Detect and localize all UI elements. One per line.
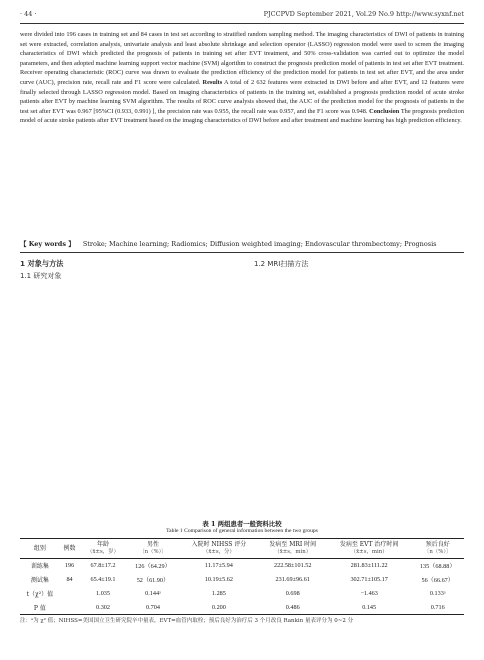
table-cell: 67.8±17.2 [90, 562, 116, 570]
header-unit: 〔n（%）〕 [139, 548, 167, 555]
table-cell: 126（64.29） [135, 563, 171, 571]
header-label: 发病至 MRI 时间 [269, 541, 317, 548]
header-label: 预后良好 [425, 541, 450, 548]
table-header-cell [20, 539, 60, 559]
table-cell: 281.83±111.22 [350, 562, 388, 570]
table-cell: 231.69±96.61 [275, 576, 310, 584]
subsection-heading-mri: 1.2 MRI扫描方法 [254, 260, 309, 268]
body-right-column [254, 258, 464, 271]
table-note: 注：ᵃ为 χ² 值；NIHSS=美国国立卫生研究院卒中量表，EVT=血管内取栓；预后良好为治疗后 3 个月改良 Rankin 量表评分为 0~2 分 [20, 618, 354, 625]
results-label: Results [202, 78, 223, 86]
abstract-conclusion: The prognosis prediction model of acute stroke patients after EVT treatment based on the imaging characteristics of DWI before and after treatment and machine learning has high prediction efficiency. [20, 107, 464, 125]
table-cell: 1.035 [96, 589, 110, 597]
table-cell: −1.463 [360, 589, 378, 597]
table-row [20, 559, 464, 573]
abstract [20, 30, 464, 126]
conclusion-label: Conclusion [369, 107, 400, 115]
header-label: 例数 [63, 544, 76, 552]
keywords-text: Stroke; Machine learning; Radiomics; Diffusion weighted imaging; Endovascular thrombectomy; Prognosis [82, 240, 437, 248]
table-cell: 0.200 [211, 603, 226, 611]
comparison-table [20, 538, 464, 615]
table-header-cell [79, 539, 126, 559]
header-unit: （x̄±s，岁） [87, 548, 119, 555]
table-cell: 11.17±5.94 [204, 562, 233, 570]
table-row [20, 587, 464, 601]
table-cell: 0.145 [362, 603, 377, 611]
body-left-column [20, 258, 230, 282]
table-cell [60, 587, 80, 601]
header-label: 组别 [33, 544, 46, 552]
table-cell: 0.302 [96, 603, 110, 611]
table-row [20, 573, 464, 587]
table-cell: 1.285 [211, 589, 226, 597]
header-unit: （x̄±s，min） [350, 548, 388, 555]
journal-info: PJCCPVD September 2021, Vol.29 No.9 http://www.syxnf.net [263, 10, 464, 18]
header-rule [20, 23, 464, 24]
table-cell: 222.58±101.52 [274, 562, 312, 570]
table-header-cell [60, 539, 80, 559]
table-cell: 训练集 [30, 563, 49, 571]
table-cell: 0.716 [430, 603, 445, 611]
table-cell: 0.133ᵃ [429, 589, 446, 597]
header-unit: （x̄±s，min） [274, 548, 312, 555]
abstract-methods: were divided into 196 cases in training set and 84 cases in test set according to stratified random sampling method. The imaging characteristics of DWI of patients in training set were extracted, correlation analysis, univariate analysis and least absolute shrinkage and selection operator (LASSO) regression model were used to screen the imaging characteristics of DWI which predicted the prognosis of patients in training set after EVT treatment, and 50% cross-validation was carried out to optimize the model parameters, and then adopted machine learning support vector machine (SVM) algorithm to construct the prognosis prediction model of patients in test set after EVT treatment. Receiver operating characteristic (ROC) curve was drawn to evaluate the prediction efficiency of the prediction model for patients in test set after EVT, and the area under curve (AUC), precision rate, recall rate and F1 score were calculated. [20, 31, 464, 86]
page-number: · 44 · [20, 10, 37, 18]
section-heading-methods: 1 对象与方法 [20, 259, 64, 268]
table-cell: 52（61.90） [136, 577, 170, 585]
table-title: 表 1 两组患者一般资料比较 [202, 520, 282, 528]
table-cell: 56（66.67） [421, 577, 454, 585]
running-header [20, 10, 464, 24]
table-cell: 测试集 [30, 577, 49, 585]
keywords-label: 【 Key words 】 [20, 240, 75, 248]
table-cell: 302.71±105.17 [350, 576, 388, 584]
header-unit: （x̄±s，分） [202, 548, 235, 555]
table-cell: 135（68.88） [419, 563, 456, 571]
table-subtitle: Table 1 Comparison of general information between the two groups [166, 528, 318, 534]
header-label: 男性 [146, 541, 159, 548]
table-cell: 84 [66, 576, 73, 584]
abstract-results: A total of 2 632 features were extracted in DWI before and after EVT, and 12 features were finally selected through LASSO regression model. Based on imaging characteristics of patients in the training set, established a prognosis prediction model of acute stroke patients after EVT by machine learning SVM algorithm. The results of ROC curve analysis showed that, the AUC of the prediction model for the prognosis of patients in the test set after EVT was 0.967 [95%CI (0.933, 0.991) ], the precision rate was 0.955, the recall rate was 0.957, and the F1 score was 0.948. [20, 78, 465, 115]
table-header-row [20, 539, 464, 559]
table-cell: 0.704 [145, 603, 160, 611]
table-header-cell [411, 539, 464, 559]
table-cell: t（χ²）值 [26, 590, 54, 598]
subsection-heading-subjects: 1.1 研究对象 [20, 271, 62, 280]
header-unit: 〔n（%）〕 [423, 548, 452, 555]
table-cell: 65.4±19.1 [90, 576, 116, 584]
table-cell: 0.698 [285, 589, 300, 597]
table-body [20, 559, 464, 615]
header-label: 年龄 [97, 541, 110, 548]
header-label: 发病至 EVT 治疗时间 [339, 541, 399, 548]
table-1 [20, 520, 464, 625]
table-row [20, 600, 464, 614]
table-header-cell [259, 539, 327, 559]
table-cell: P 值 [33, 604, 46, 612]
table-cell: 0.486 [285, 603, 300, 611]
table-cell [60, 600, 80, 614]
table-header-cell [327, 539, 412, 559]
table-header-cell [127, 539, 180, 559]
header-label: 入院时 NIHSS 评分 [191, 541, 247, 548]
keywords [20, 240, 464, 249]
table-cell: 0.144ᵃ [145, 589, 161, 597]
abstract-rule [20, 252, 464, 253]
table-cell: 10.19±5.62 [204, 576, 233, 584]
table-header-cell [179, 539, 258, 559]
table-cell: 196 [64, 562, 75, 570]
